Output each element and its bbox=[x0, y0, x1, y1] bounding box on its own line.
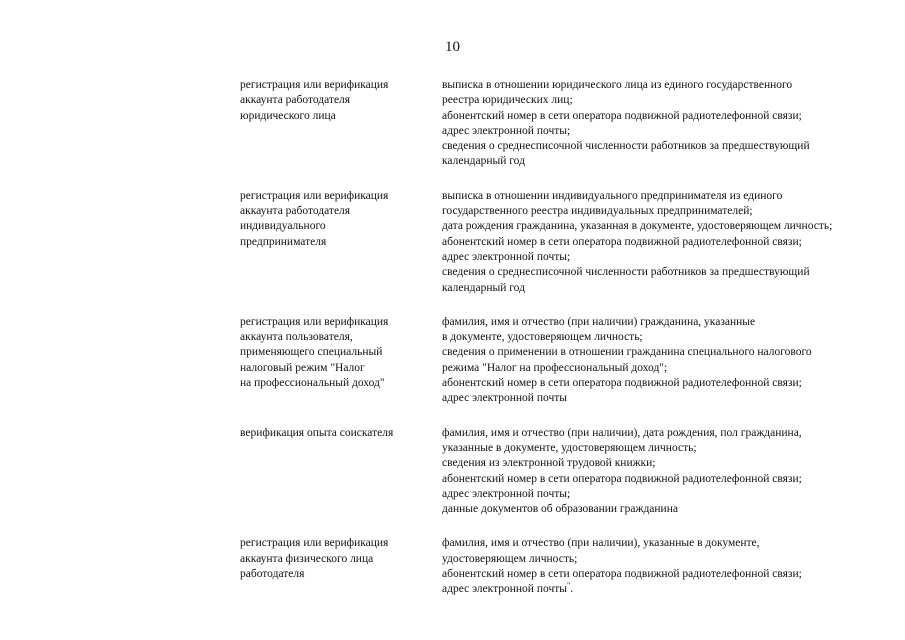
purpose-line: регистрация или верификация bbox=[240, 79, 389, 91]
purpose-cell bbox=[240, 426, 442, 441]
data-list-cell bbox=[442, 536, 880, 597]
data-line: сведения о среднесписочной численности работников за предшествующий bbox=[442, 140, 810, 153]
data-line: сведения о применении в отношении гражданина специального налогового bbox=[442, 346, 812, 359]
data-line: в документе, удостоверяющем личность; bbox=[442, 331, 643, 344]
data-line: адрес электронной почты bbox=[442, 392, 567, 405]
purpose-line: верификация опыта соискателя bbox=[240, 426, 394, 439]
purpose-cell bbox=[240, 189, 442, 250]
data-line: адрес электронной почты; bbox=[442, 124, 571, 137]
data-line: абонентский номер в сети оператора подвижной радиотелефонной связи; bbox=[442, 377, 802, 390]
purpose-line: юридического лица bbox=[240, 109, 336, 122]
data-categories-table bbox=[240, 78, 880, 598]
purpose-line: работодателя bbox=[240, 568, 305, 581]
purpose-line: предпринимателя bbox=[240, 235, 327, 248]
data-line: удостоверяющем личность; bbox=[442, 552, 578, 565]
data-line: сведения из электронной трудовой книжки; bbox=[442, 457, 656, 470]
purpose-line: на профессиональный доход" bbox=[240, 377, 385, 390]
data-line: абонентский номер в сети оператора подвижной радиотелефонной связи; bbox=[442, 109, 802, 122]
purpose-line: аккаунта пользователя, bbox=[240, 331, 353, 344]
closing-quote-mark: " bbox=[566, 581, 571, 591]
data-line-last bbox=[442, 582, 880, 597]
data-line: указанные в документе, удостоверяющем личность; bbox=[442, 441, 697, 454]
purpose-line: применяющего специальный bbox=[240, 346, 383, 359]
purpose-line: налоговый режим "Налог bbox=[240, 361, 365, 374]
table-row-self-employed-user bbox=[240, 315, 880, 407]
purpose-line: регистрация или верификация bbox=[240, 315, 389, 328]
data-list-cell bbox=[442, 189, 880, 296]
data-line: режима "Налог на профессиональный доход"; bbox=[442, 361, 668, 374]
purpose-cell bbox=[240, 536, 442, 582]
purpose-line: регистрация или верификация bbox=[240, 189, 389, 202]
table-row-legal-entity-employer bbox=[240, 78, 880, 170]
data-line: государственного реестра индивидуальных предпринимателей; bbox=[442, 205, 753, 218]
table-row-individual-employer bbox=[240, 536, 880, 597]
data-line: реестра юридических лиц; bbox=[442, 94, 573, 107]
data-line: адрес электронной почты; bbox=[442, 250, 571, 263]
data-line: календарный год bbox=[442, 155, 525, 168]
closing-period: . bbox=[570, 583, 574, 596]
data-line: адрес электронной почты; bbox=[442, 487, 571, 500]
purpose-line: регистрация или верификация bbox=[240, 537, 389, 550]
data-line: дата рождения гражданина, указанная в документе, удостоверяющем личность; bbox=[442, 220, 833, 233]
table-row-individual-entrepreneur-employer bbox=[240, 189, 880, 296]
purpose-line: аккаунта работодателя bbox=[240, 205, 351, 218]
purpose-line: аккаунта физического лица bbox=[240, 552, 374, 565]
data-line: фамилия, имя и отчество (при наличии), указанные в документе, bbox=[442, 537, 760, 550]
data-line: выписка в отношении юридического лица из единого государственного bbox=[442, 79, 793, 91]
purpose-line: индивидуального bbox=[240, 220, 326, 233]
data-list-cell bbox=[442, 78, 880, 170]
purpose-line: аккаунта работодателя bbox=[240, 94, 351, 107]
purpose-cell bbox=[240, 78, 442, 124]
data-list-cell bbox=[442, 426, 880, 518]
page-number: 10 bbox=[445, 39, 460, 55]
data-line: фамилия, имя и отчество (при наличии), дата рождения, пол гражданина, bbox=[442, 426, 802, 439]
data-line: абонентский номер в сети оператора подвижной радиотелефонной связи; bbox=[442, 472, 802, 485]
data-line: абонентский номер в сети оператора подвижной радиотелефонной связи; bbox=[442, 568, 802, 581]
data-line: календарный год bbox=[442, 281, 525, 294]
data-line: выписка в отношении индивидуального предпринимателя из единого bbox=[442, 189, 783, 202]
data-list-cell bbox=[442, 315, 880, 407]
data-line: данные документов об образовании гражданина bbox=[442, 503, 678, 516]
data-line-text: адрес электронной почты bbox=[442, 583, 567, 596]
data-line: фамилия, имя и отчество (при наличии) гражданина, указанные bbox=[442, 315, 756, 328]
purpose-cell bbox=[240, 315, 442, 391]
data-line: сведения о среднесписочной численности работников за предшествующий bbox=[442, 266, 810, 279]
table-row-applicant-experience bbox=[240, 426, 880, 518]
data-line: абонентский номер в сети оператора подвижной радиотелефонной связи; bbox=[442, 235, 802, 248]
